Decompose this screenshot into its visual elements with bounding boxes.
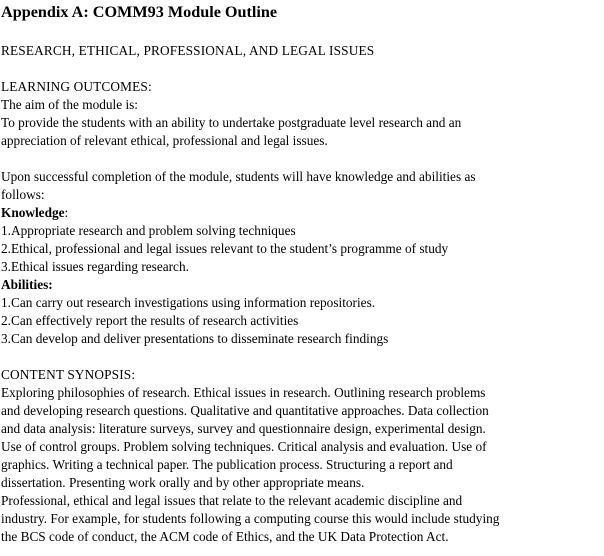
completion-line: follows: bbox=[1, 187, 45, 202]
knowledge-item: 1.Appropriate research and problem solving techniques bbox=[1, 223, 296, 238]
content-synopsis-heading: CONTENT SYNOPSIS: bbox=[1, 367, 136, 382]
learning-outcomes-section bbox=[1, 78, 604, 348]
knowledge-item: 3.Ethical issues regarding research. bbox=[1, 259, 189, 274]
aim-intro: The aim of the module is: bbox=[1, 97, 139, 112]
abilities-item: 1.Can carry out research investigations using information repositories. bbox=[1, 295, 376, 310]
synopsis-line: and developing research questions. Qualitative and quantitative approaches. Data collection bbox=[1, 403, 489, 418]
aim-line: appreciation of relevant ethical, professional and legal issues. bbox=[1, 133, 328, 148]
knowledge-heading: Knowledge bbox=[1, 205, 65, 220]
module-name: RESEARCH, ETHICAL, PROFESSIONAL, AND LEGAL ISSUES bbox=[1, 43, 375, 58]
knowledge-colon: : bbox=[64, 205, 69, 220]
completion-line: Upon successful completion of the module, students will have knowledge and abilities as bbox=[1, 169, 476, 184]
spacer bbox=[1, 22, 604, 42]
learning-outcomes-heading: LEARNING OUTCOMES: bbox=[1, 79, 152, 94]
synopsis-line: graphics. Writing a technical paper. The publication process. Structuring a report and bbox=[1, 457, 453, 472]
synopsis-line: the BCS code of conduct, the ACM code of Ethics, and the UK Data Protection Act. bbox=[1, 529, 449, 544]
synopsis-line: industry. For example, for students following a computing course this would include studying bbox=[1, 511, 500, 526]
knowledge-item: 2.Ethical, professional and legal issues relevant to the student’s programme of study bbox=[1, 241, 449, 256]
knowledge-subheading bbox=[1, 204, 604, 222]
spacer bbox=[1, 348, 604, 366]
abilities-item: 3.Can develop and deliver presentations to disseminate research findings bbox=[1, 331, 389, 346]
synopsis-line: dissertation. Presenting work orally and by other appropriate means. bbox=[1, 475, 365, 490]
synopsis-line: Exploring philosophies of research. Ethical issues in research. Outlining research problems bbox=[1, 385, 486, 400]
aim-line: To provide the students with an ability to undertake postgraduate level research and an bbox=[1, 115, 462, 130]
abilities-item: 2.Can effectively report the results of research activities bbox=[1, 313, 299, 328]
synopsis-line: and data analysis: literature surveys, survey and questionnaire design, experimental design. bbox=[1, 421, 486, 436]
abilities-heading: Abilities: bbox=[1, 277, 53, 292]
content-synopsis-section bbox=[1, 366, 604, 546]
spacer bbox=[1, 60, 604, 78]
spacer bbox=[1, 150, 604, 168]
synopsis-line: Professional, ethical and legal issues that relate to the relevant academic discipline and bbox=[1, 493, 463, 508]
document-title: Appendix A: COMM93 Module Outline bbox=[1, 3, 278, 21]
synopsis-line: Use of control groups. Problem solving techniques. Critical analysis and evaluation. Use of bbox=[1, 439, 487, 454]
